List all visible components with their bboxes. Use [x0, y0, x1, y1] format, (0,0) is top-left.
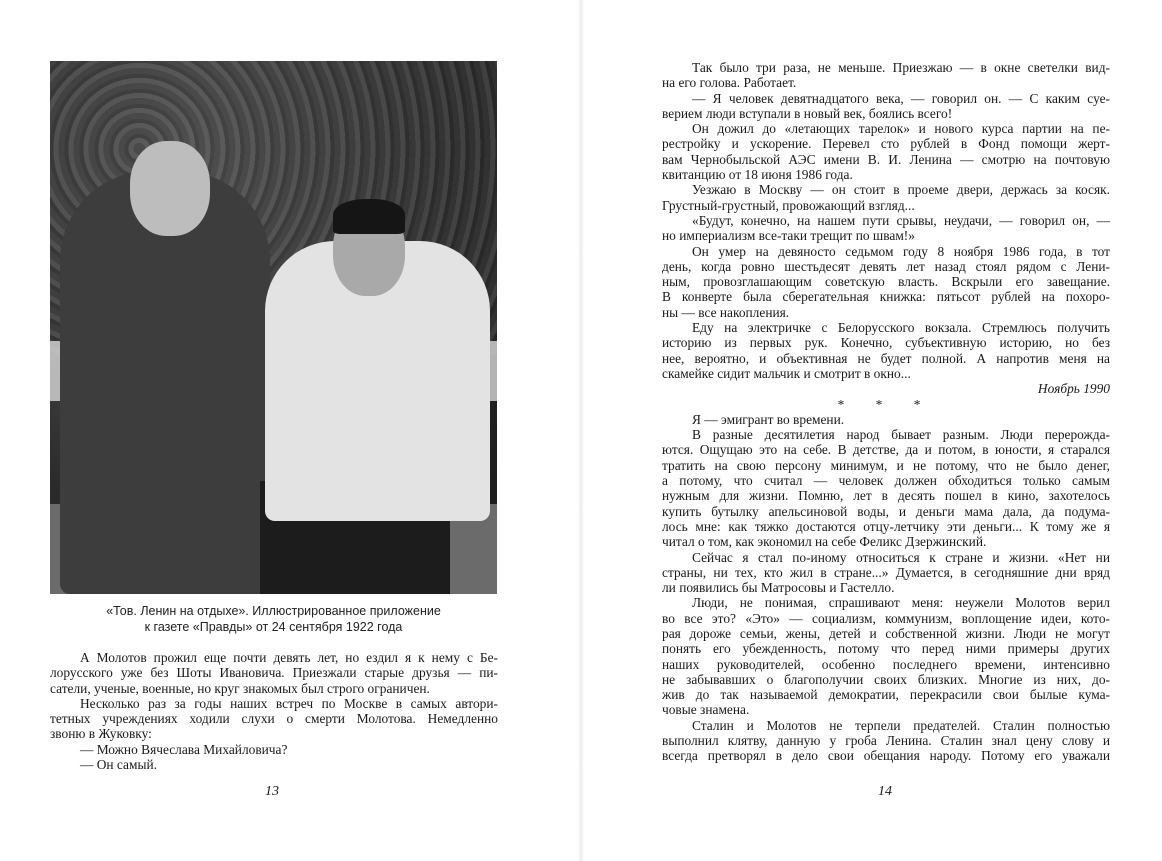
- paragraph: [662, 213, 1110, 244]
- historical-photo: [50, 61, 497, 594]
- text-line: сатели, ученые, военные, но круг знакомых был строго ограничен.: [50, 680, 430, 696]
- text-line: Он умер на девяносто седьмом году 8 ноября 1986 года, в тот: [692, 243, 1110, 259]
- text-line: — Я человек девятнадцатого века, — говорил он. — С каким суе-: [692, 90, 1110, 106]
- paragraph: [662, 60, 1110, 91]
- paragraph: [662, 182, 1110, 213]
- page-number: 14: [878, 784, 892, 799]
- text-line: понять его убежденность, потому что перед ними примеры других: [662, 641, 1110, 657]
- text-line: ются. Ощущаю это на себе. В детстве, да и потом, в юности, я старался: [662, 442, 1110, 458]
- text-line: В конверте была сберегательная книжка: пятьсот рублей на похоро-: [662, 289, 1110, 305]
- paragraph: [50, 757, 498, 772]
- paragraph: [662, 91, 1110, 122]
- text-line: — Можно Вячеслава Михайловича?: [80, 741, 288, 757]
- paragraph: [662, 121, 1110, 182]
- text-line: выполнил клятву, данную у гроба Ленина. Сталин знал цену слову и: [662, 733, 1110, 749]
- text-line: верием люди вступали в новый век, боялись всего!: [662, 105, 953, 121]
- photo-caption: [50, 603, 497, 635]
- paragraph: [662, 595, 1110, 717]
- text-line: Ноябрь 1990: [1037, 381, 1110, 397]
- text-line: Грустный-грустный, провожающий взгляд...: [662, 197, 915, 213]
- text-line: тратить на свою персону минимум, и не потому, что не было денег,: [662, 457, 1110, 473]
- text-line: день, когда ровно шестьдесят девять лет назад стоял рядом с Лени-: [662, 258, 1110, 274]
- paragraph: [50, 650, 498, 696]
- text-line: лось мне: как тяжко достаются отцу-летчику эти деньги... К тому же я: [662, 518, 1110, 534]
- text-line: купить бутылку апельсиновой воды, и деньги мама дала, да подума-: [662, 503, 1110, 519]
- text-line: Он дожил до «летающих тарелок» и нового курса партии на пе-: [692, 121, 1110, 137]
- left-page: [0, 0, 580, 861]
- text-line: историю из первых рук. Конечно, субъективную историю, но без: [662, 335, 1110, 351]
- text-line: В разные десятилетия народ бывает разным. Люди перерожда-: [692, 427, 1110, 443]
- text-line: скамейке сидит мальчик и смотрит в окно...: [662, 365, 911, 381]
- text-line: квитанцию от 18 июня 1986 года.: [662, 167, 853, 183]
- text-line: но империализм все-таки трещит по швам!»: [662, 228, 915, 244]
- text-line: Сталин и Молотов не терпели предателей. Сталин полностью: [692, 717, 1110, 733]
- text-line: «Будут, конечно, на нашем пути срывы, неудачи, — говорил он, —: [692, 212, 1110, 228]
- text-line: Люди, не понимая, спрашивают меня: неужели Молотов верил: [692, 595, 1110, 611]
- text-line: Еду на электричке с Белорусского вокзала. Стремлюсь получить: [692, 320, 1110, 336]
- date-signature: [662, 381, 1110, 396]
- text-line: * * *: [837, 396, 935, 412]
- paragraph: [50, 696, 498, 742]
- text-line: лорусского уже без Шоты Ивановича. Приезжали старые друзья — пи-: [50, 665, 498, 681]
- paragraph: [662, 427, 1110, 549]
- text-line: Я — эмигрант во времени.: [692, 411, 845, 427]
- text-line: звоню в Жуковку:: [50, 726, 152, 742]
- text-line: а потому, что считал — человек должен обходиться только самым: [662, 473, 1110, 489]
- text-line: во все это? «Это» — социализм, коммунизм, воплощение идеи, кото-: [662, 610, 1110, 626]
- text-line: рая дороже семьи, жены, детей и собственной жизни. Люди не могут: [662, 625, 1110, 641]
- text-line: всегда претворял в дело свои обещания народу. Потому его уважали: [662, 748, 1110, 764]
- paragraph: [662, 550, 1110, 596]
- text-line: ны — все накопления.: [662, 304, 790, 320]
- caption-line: к газете «Правды» от 24 сентября 1922 года: [144, 620, 403, 634]
- text-line: Сейчас я стал по-иному относиться к стране и жизни. «Нет ни: [692, 549, 1110, 565]
- paragraph: [662, 412, 1110, 427]
- paragraph: [662, 244, 1110, 320]
- text-line: А Молотов прожил еще почти девять лет, но ездил я к нему с Бе-: [80, 650, 498, 665]
- text-line: Так было три раза, не меньше. Приезжаю — в окне светелки вид-: [692, 60, 1110, 75]
- right-page: [582, 0, 1162, 861]
- body-text: [662, 60, 1110, 764]
- text-line: на его голова. Работает.: [662, 75, 797, 91]
- body-text: [50, 650, 498, 772]
- paragraph: [662, 718, 1110, 764]
- text-line: наших руководителей, особенно последнего времени, интенсивно: [662, 656, 1110, 672]
- section-separator: [662, 397, 1110, 412]
- text-line: нужным для жизни. Помню, лет в десять пошел в кино, захотелось: [662, 488, 1110, 504]
- caption-line: «Тов. Ленин на отдыхе». Иллюстрированное приложение: [106, 604, 441, 618]
- text-line: нее, вероятно, и объективная не будет полной. А напротив меня на: [662, 350, 1110, 366]
- page-number: 13: [265, 784, 279, 799]
- text-line: ным, провозглашающим советскую власть. Вскрыли его завещание.: [662, 274, 1110, 290]
- text-line: човые знамена.: [662, 702, 750, 718]
- paragraph: [662, 320, 1110, 381]
- text-line: жив до так называемой демократии, перекрасили свои былые кума-: [662, 687, 1110, 703]
- text-line: страны, ни тех, кто жил в стране...» Думается, в сегодняшние дни вряд: [662, 564, 1110, 580]
- text-line: Уезжаю в Москву — он стоит в проеме двери, держась за косяк.: [692, 182, 1110, 198]
- text-line: рестройку и ускорение. Перевел сто рублей в Фонд помощи жерт-: [662, 136, 1110, 152]
- text-line: вам Чернобыльской АЭС имени В. И. Ленина — смотрю на почтовую: [662, 151, 1110, 167]
- text-line: — Он самый.: [80, 757, 157, 773]
- text-line: Несколько раз за годы наших встреч по Москве в самых автори-: [80, 695, 498, 711]
- text-line: не забывавших о благополучии своих близких. Многие из них, до-: [662, 671, 1110, 687]
- text-line: тетных учреждениях ходили слухи о смерти Молотова. Немедленно: [50, 711, 498, 727]
- paragraph: [50, 742, 498, 757]
- text-line: ли появились бы Матросовы и Гастелло.: [662, 580, 895, 596]
- text-line: читал о том, как экономил на себе Феликс Дзержинский.: [662, 534, 987, 550]
